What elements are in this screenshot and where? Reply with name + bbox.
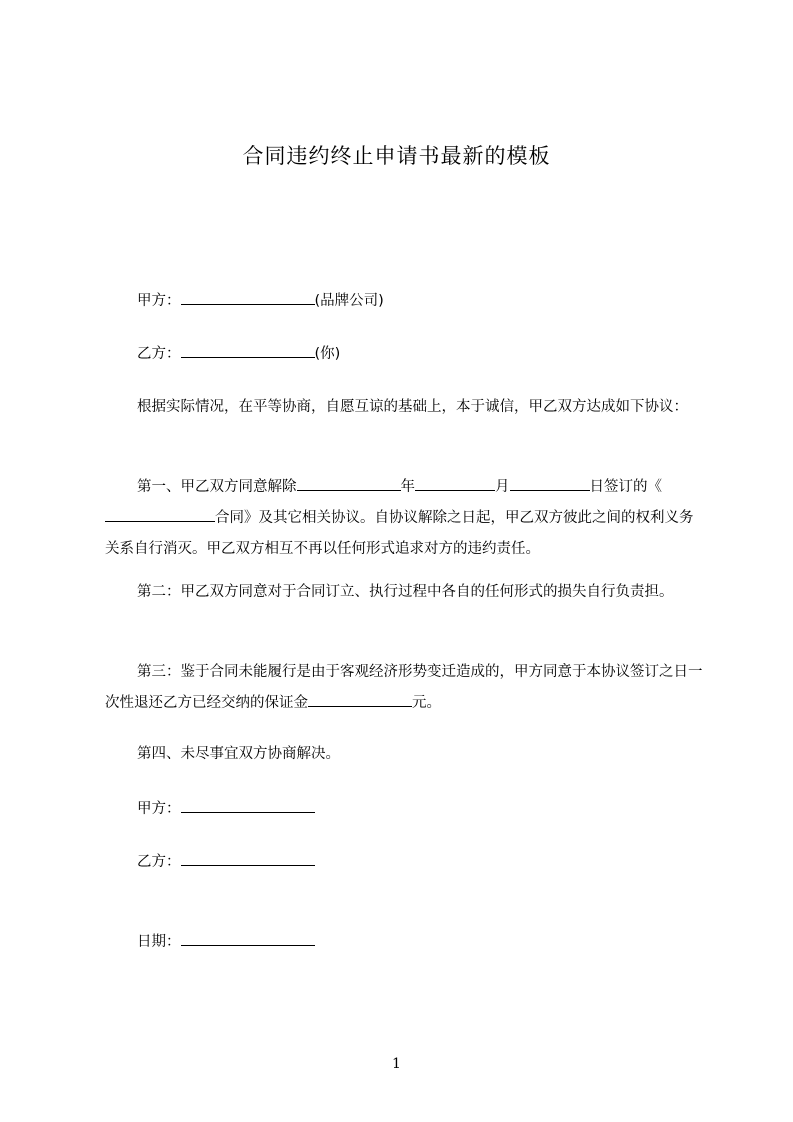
signature-party-b-blank[interactable] [181,851,315,866]
page-number: 1 [392,1056,401,1072]
clause-1-blank-year[interactable] [297,476,401,491]
clause-4-text: 第四、未尽事宜双方协商解决。 [137,746,340,762]
signature-party-b-label: 乙方： [137,854,181,870]
signature-party-a-line [137,798,315,819]
signature-date-blank[interactable] [181,931,315,946]
party-b-suffix: (你) [314,346,341,362]
clause-1-text-a: 第一、甲乙双方同意解除 [137,479,297,495]
party-b-label: 乙方： [137,346,181,362]
intro-paragraph [105,392,705,423]
document-title: 合同违约终止申请书最新的模板 [242,144,551,168]
signature-date-label: 日期： [137,934,181,950]
clause-3-paragraph [105,657,705,719]
party-a-blank[interactable] [181,290,315,305]
party-b-blank[interactable] [181,343,315,358]
clause-3-text-a: 第三：鉴于合同未能履行是由于客观经济形势变迁造成的，甲方同意于本协议签订之日一次性退还乙方已经交纳的保证金 [105,664,703,711]
clause-3-blank-deposit[interactable] [308,692,412,707]
clause-1-blank-contract[interactable] [105,507,215,522]
signature-party-b-line [137,851,315,872]
intro-text: 根据实际情况，在平等协商，自愿互谅的基础上，本于诚信，甲乙双方达成如下协议： [137,399,688,415]
clause-1-blank-day[interactable] [510,476,590,491]
clause-1-text-b: 日签订的《 [589,479,662,495]
clause-1-month: 月 [495,479,510,495]
clause-2-paragraph [105,577,705,608]
clause-1-text-c: 合同》及其它相关协议。自协议解除之日起，甲乙双方彼此之间的权利义务关系自行消灭。甲乙双方相互不再以任何形式追求对方的违约责任。 [105,510,694,557]
clause-3-text-b: 元。 [412,695,441,711]
signature-party-a-blank[interactable] [181,798,315,813]
clause-4-line [137,744,340,764]
party-a-label: 甲方： [137,293,181,309]
signature-date-line [137,931,315,952]
clause-2-text: 第二：甲乙双方同意对于合同订立、执行过程中各自的任何形式的损失自行负责担。 [137,584,674,600]
party-a-suffix: (品牌公司) [314,293,384,309]
party-b-line [137,343,340,364]
signature-party-a-label: 甲方： [137,801,181,817]
clause-1-year: 年 [400,479,415,495]
party-a-line [137,290,384,311]
clause-1-blank-month[interactable] [415,476,495,491]
clause-1-paragraph [105,472,705,565]
